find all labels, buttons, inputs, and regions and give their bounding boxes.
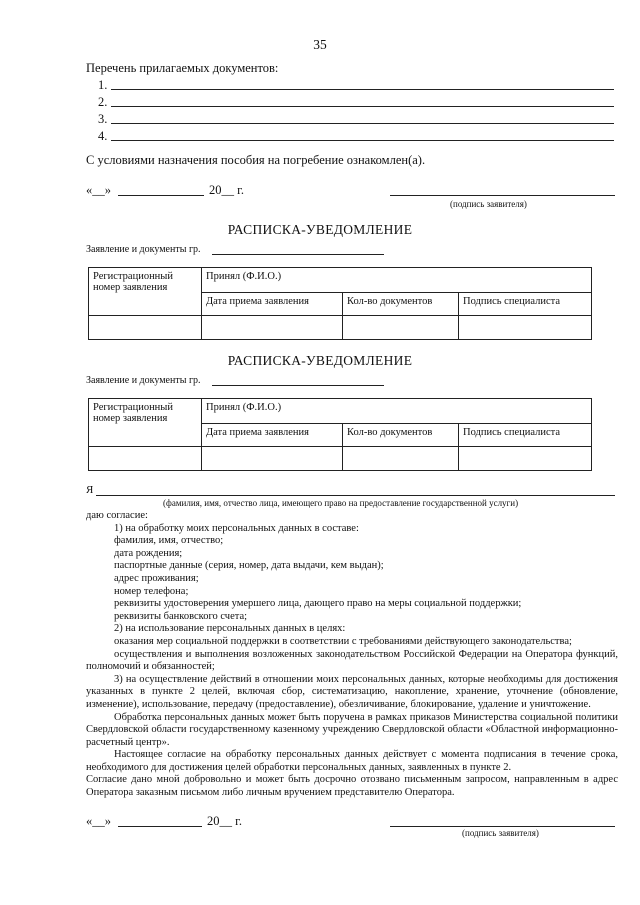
- give-consent: даю согласие:: [86, 510, 148, 521]
- fullname-caption: (фамилия, имя, отчество лица, имеющего право на предоставление государственной услуги): [163, 498, 519, 508]
- p1-item: реквизиты удостоверения умершего лица, дающего право на меры социальной поддержки;: [114, 598, 522, 610]
- registration-table: [88, 267, 592, 340]
- reg-number-cell[interactable]: [89, 447, 202, 471]
- date-header: Дата приема заявления: [202, 293, 343, 316]
- p1-item: реквизиты банковского счета;: [114, 610, 248, 622]
- doc-count-cell[interactable]: [343, 316, 459, 340]
- doc-count-header: Кол-во документов: [343, 293, 459, 316]
- date-year-field: 20__ г.: [207, 814, 242, 828]
- conditions-text: С условиями назначения пособия на погребение ознакомлен(а).: [86, 153, 426, 167]
- p1-item: адрес проживания;: [114, 572, 199, 584]
- p2-item: оказания мер социальной поддержки в соответствии с требованиями действующего законодательства;: [114, 635, 572, 647]
- docs-list-item-2: 2.: [98, 95, 108, 109]
- signature-cell[interactable]: [459, 316, 592, 340]
- applicant-label: Заявление и документы гр.: [86, 244, 201, 255]
- page-number: 35: [313, 37, 327, 52]
- receipt-title: РАСПИСКА-УВЕДОМЛЕНИЕ: [227, 222, 413, 237]
- reg-number-header: Регистрационный номер заявления: [89, 399, 202, 447]
- docs-list-item-4: 4.: [98, 129, 108, 143]
- doc-count-header: Кол-во документов: [343, 424, 459, 447]
- applicant-name-line[interactable]: [212, 385, 384, 386]
- docs-list-item-3: 3.: [98, 112, 108, 126]
- docs-list-line-1[interactable]: [111, 89, 614, 90]
- consent-p2: 2) на использование персональных данных в целях:: [114, 623, 346, 635]
- consent-i-label: Я: [86, 484, 94, 496]
- signature-header: Подпись специалиста: [459, 424, 592, 447]
- receipt-title: РАСПИСКА-УВЕДОМЛЕНИЕ: [227, 353, 413, 368]
- validity-text: Настоящее согласие на обработку персональных данных действует с момента подписания в течение срока, необходимого для достижения целей обработки персональных данных, заявленных в пункте 2.: [86, 749, 618, 773]
- date-cell[interactable]: [202, 316, 343, 340]
- p1-item: фамилия, имя, отчество;: [114, 535, 224, 547]
- revocation-text: Согласие дано мной добровольно и может быть досрочно отозвано письменным запросом, направленным в адрес Оператора заказным письмом либо личным вручением представителю Оператора.: [86, 774, 618, 799]
- applicant-label: Заявление и документы гр.: [86, 375, 201, 386]
- p1-item: номер телефона;: [114, 585, 189, 597]
- accepted-header: Принял (Ф.И.О.): [202, 399, 592, 424]
- date-month-line[interactable]: [118, 826, 202, 827]
- date-month-line[interactable]: [118, 195, 204, 196]
- registration-table: [88, 398, 592, 471]
- p1-item: паспортные данные (серия, номер, дата выдачи, кем выдан);: [114, 560, 384, 572]
- applicant-name-line[interactable]: [212, 254, 384, 255]
- signature-cell[interactable]: [459, 447, 592, 471]
- docs-list-line-2[interactable]: [111, 106, 614, 107]
- docs-list-line-3[interactable]: [111, 123, 614, 124]
- reg-number-cell[interactable]: [89, 316, 202, 340]
- processing-text: Обработка персональных данных может быть поручена в рамках приказов Министерства социальной политики Свердловской области государственному казенному учреждению Свердловской области «Областной информационно-расчетный центр».: [86, 711, 618, 748]
- date-day-field: «__»: [86, 814, 111, 828]
- docs-list-item-1: 1.: [98, 78, 108, 92]
- docs-list-title: Перечень прилагаемых документов:: [86, 61, 279, 75]
- doc-count-cell[interactable]: [343, 447, 459, 471]
- p2-item: осуществления и выполнения возложенных законодательством Российской Федерации на Оператора функций, полномочий и обязанностей;: [86, 648, 618, 673]
- signature-line[interactable]: [390, 195, 615, 196]
- signature-caption: (подпись заявителя): [462, 828, 539, 838]
- docs-list-line-4[interactable]: [111, 140, 614, 141]
- reg-number-header: Регистрационный номер заявления: [89, 268, 202, 316]
- date-day-field: «__»: [86, 183, 111, 197]
- p1-item: дата рождения;: [114, 547, 183, 559]
- date-year-field: 20__ г.: [209, 183, 244, 197]
- consent-p1: 1) на обработку моих персональных данных в составе:: [114, 522, 359, 534]
- consent-p3: 3) на осуществление действий в отношении моих персональных данных, которые необходимы для достижения указанных в пункте 2 целей, включая сбор, систематизацию, накопление, хранение, уточнение (обновление, изменение), использование, передачу (предоставление), обезличивание, блокирование, удаление и уничтожение.: [86, 673, 618, 710]
- signature-header: Подпись специалиста: [459, 293, 592, 316]
- applicant-fullname-line[interactable]: [96, 495, 615, 496]
- accepted-header: Принял (Ф.И.О.): [202, 268, 592, 293]
- signature-caption: (подпись заявителя): [450, 199, 527, 209]
- consent-body: [86, 510, 618, 800]
- signature-line[interactable]: [390, 826, 615, 827]
- date-header: Дата приема заявления: [202, 424, 343, 447]
- date-cell[interactable]: [202, 447, 343, 471]
